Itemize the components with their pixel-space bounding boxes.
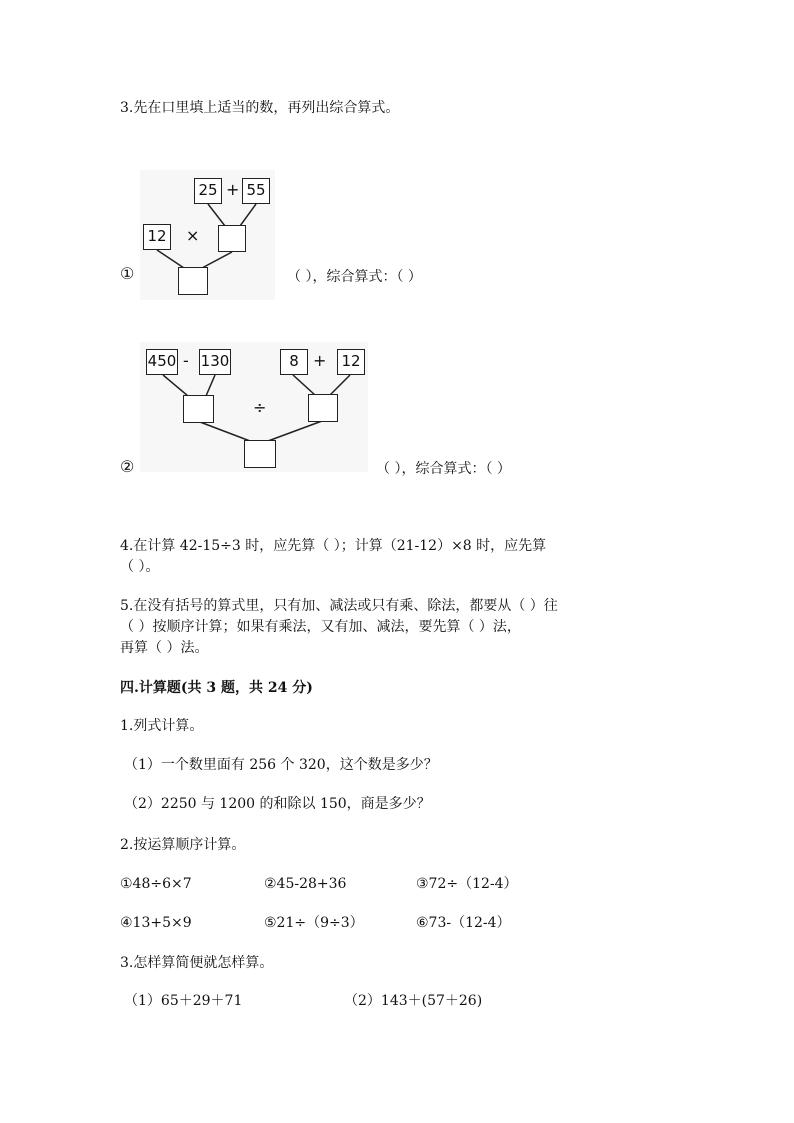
p2-expr-3: ③72÷（12-4） xyxy=(416,876,518,892)
box-450: 450 xyxy=(146,349,178,375)
p2-expr-1: ①48÷6×7 xyxy=(120,876,192,892)
p2-expr-4: ④13+5×9 xyxy=(120,915,192,931)
wire-12-to-sum xyxy=(330,375,350,395)
wire-sum-to-quotient xyxy=(268,421,322,441)
times-op: × xyxy=(186,226,200,245)
p1-item-2: （2）2250 与 1200 的和除以 150，商是多少？ xyxy=(124,796,431,812)
wire-diff-to-quotient xyxy=(200,422,250,441)
blank-box-quotient[interactable] xyxy=(244,440,276,468)
wire-450-to-diff xyxy=(163,375,188,396)
box-12: 12 xyxy=(143,224,171,250)
q5-line-1: 5.在没有括号的算式里，只有加、减法或只有乘、除法，都要从（ ）往 xyxy=(120,598,558,614)
box-130: 130 xyxy=(199,349,231,375)
plus-op: + xyxy=(226,180,240,199)
p2-expr-5: ⑤21÷（9÷3） xyxy=(264,915,364,931)
box-25: 25 xyxy=(194,178,222,204)
marker-1: ① xyxy=(120,264,135,283)
section-4-heading: 四.计算题(共 3 题，共 24 分) xyxy=(120,680,313,696)
q4-line-1: 4.在计算 42-15÷3 时，应先算（ ）；计算（21-12）×8 时，应先算 xyxy=(120,538,547,554)
p3-title: 3.怎样算简便就怎样算。 xyxy=(120,955,274,971)
blank-box-sum-2[interactable] xyxy=(308,394,338,422)
divide-op: ÷ xyxy=(253,398,267,417)
wire-130-to-diff xyxy=(206,375,215,396)
box-12b: 12 xyxy=(337,349,365,375)
diagram-2-answer-line: （ ），综合算式：（ ） xyxy=(376,461,511,477)
q3-title: 3.先在口里填上适当的数，再列出综合算式。 xyxy=(120,100,400,116)
marker-2: ② xyxy=(120,457,135,476)
p3-item-2: （2）143＋(57＋26) xyxy=(344,993,483,1009)
q5-line-3: 再算（ ）法。 xyxy=(120,640,209,656)
box-8: 8 xyxy=(280,349,308,375)
p2-title: 2.按运算顺序计算。 xyxy=(120,837,246,853)
box-55: 55 xyxy=(242,178,270,204)
diagram-1-answer-line: （ ），综合算式：（ ） xyxy=(287,269,422,285)
minus-op: - xyxy=(183,351,189,370)
p2-expr-2: ②45-28+36 xyxy=(264,876,347,892)
p3-item-1: （1）65＋29＋71 xyxy=(124,993,243,1009)
p1-item-1: （1）一个数里面有 256 个 320，这个数是多少？ xyxy=(124,757,438,773)
plus-op-2: + xyxy=(313,351,327,370)
q5-line-2: （ ）按顺序计算；如果有乘法，又有加、减法，要先算（ ）法， xyxy=(120,619,521,635)
wire-8-to-sum xyxy=(293,375,315,395)
blank-box-difference[interactable] xyxy=(183,395,214,423)
p2-expr-6: ⑥73-（12-4） xyxy=(416,915,511,931)
p1-title: 1.列式计算。 xyxy=(120,718,204,734)
q4-line-2: （ ）。 xyxy=(120,559,160,575)
